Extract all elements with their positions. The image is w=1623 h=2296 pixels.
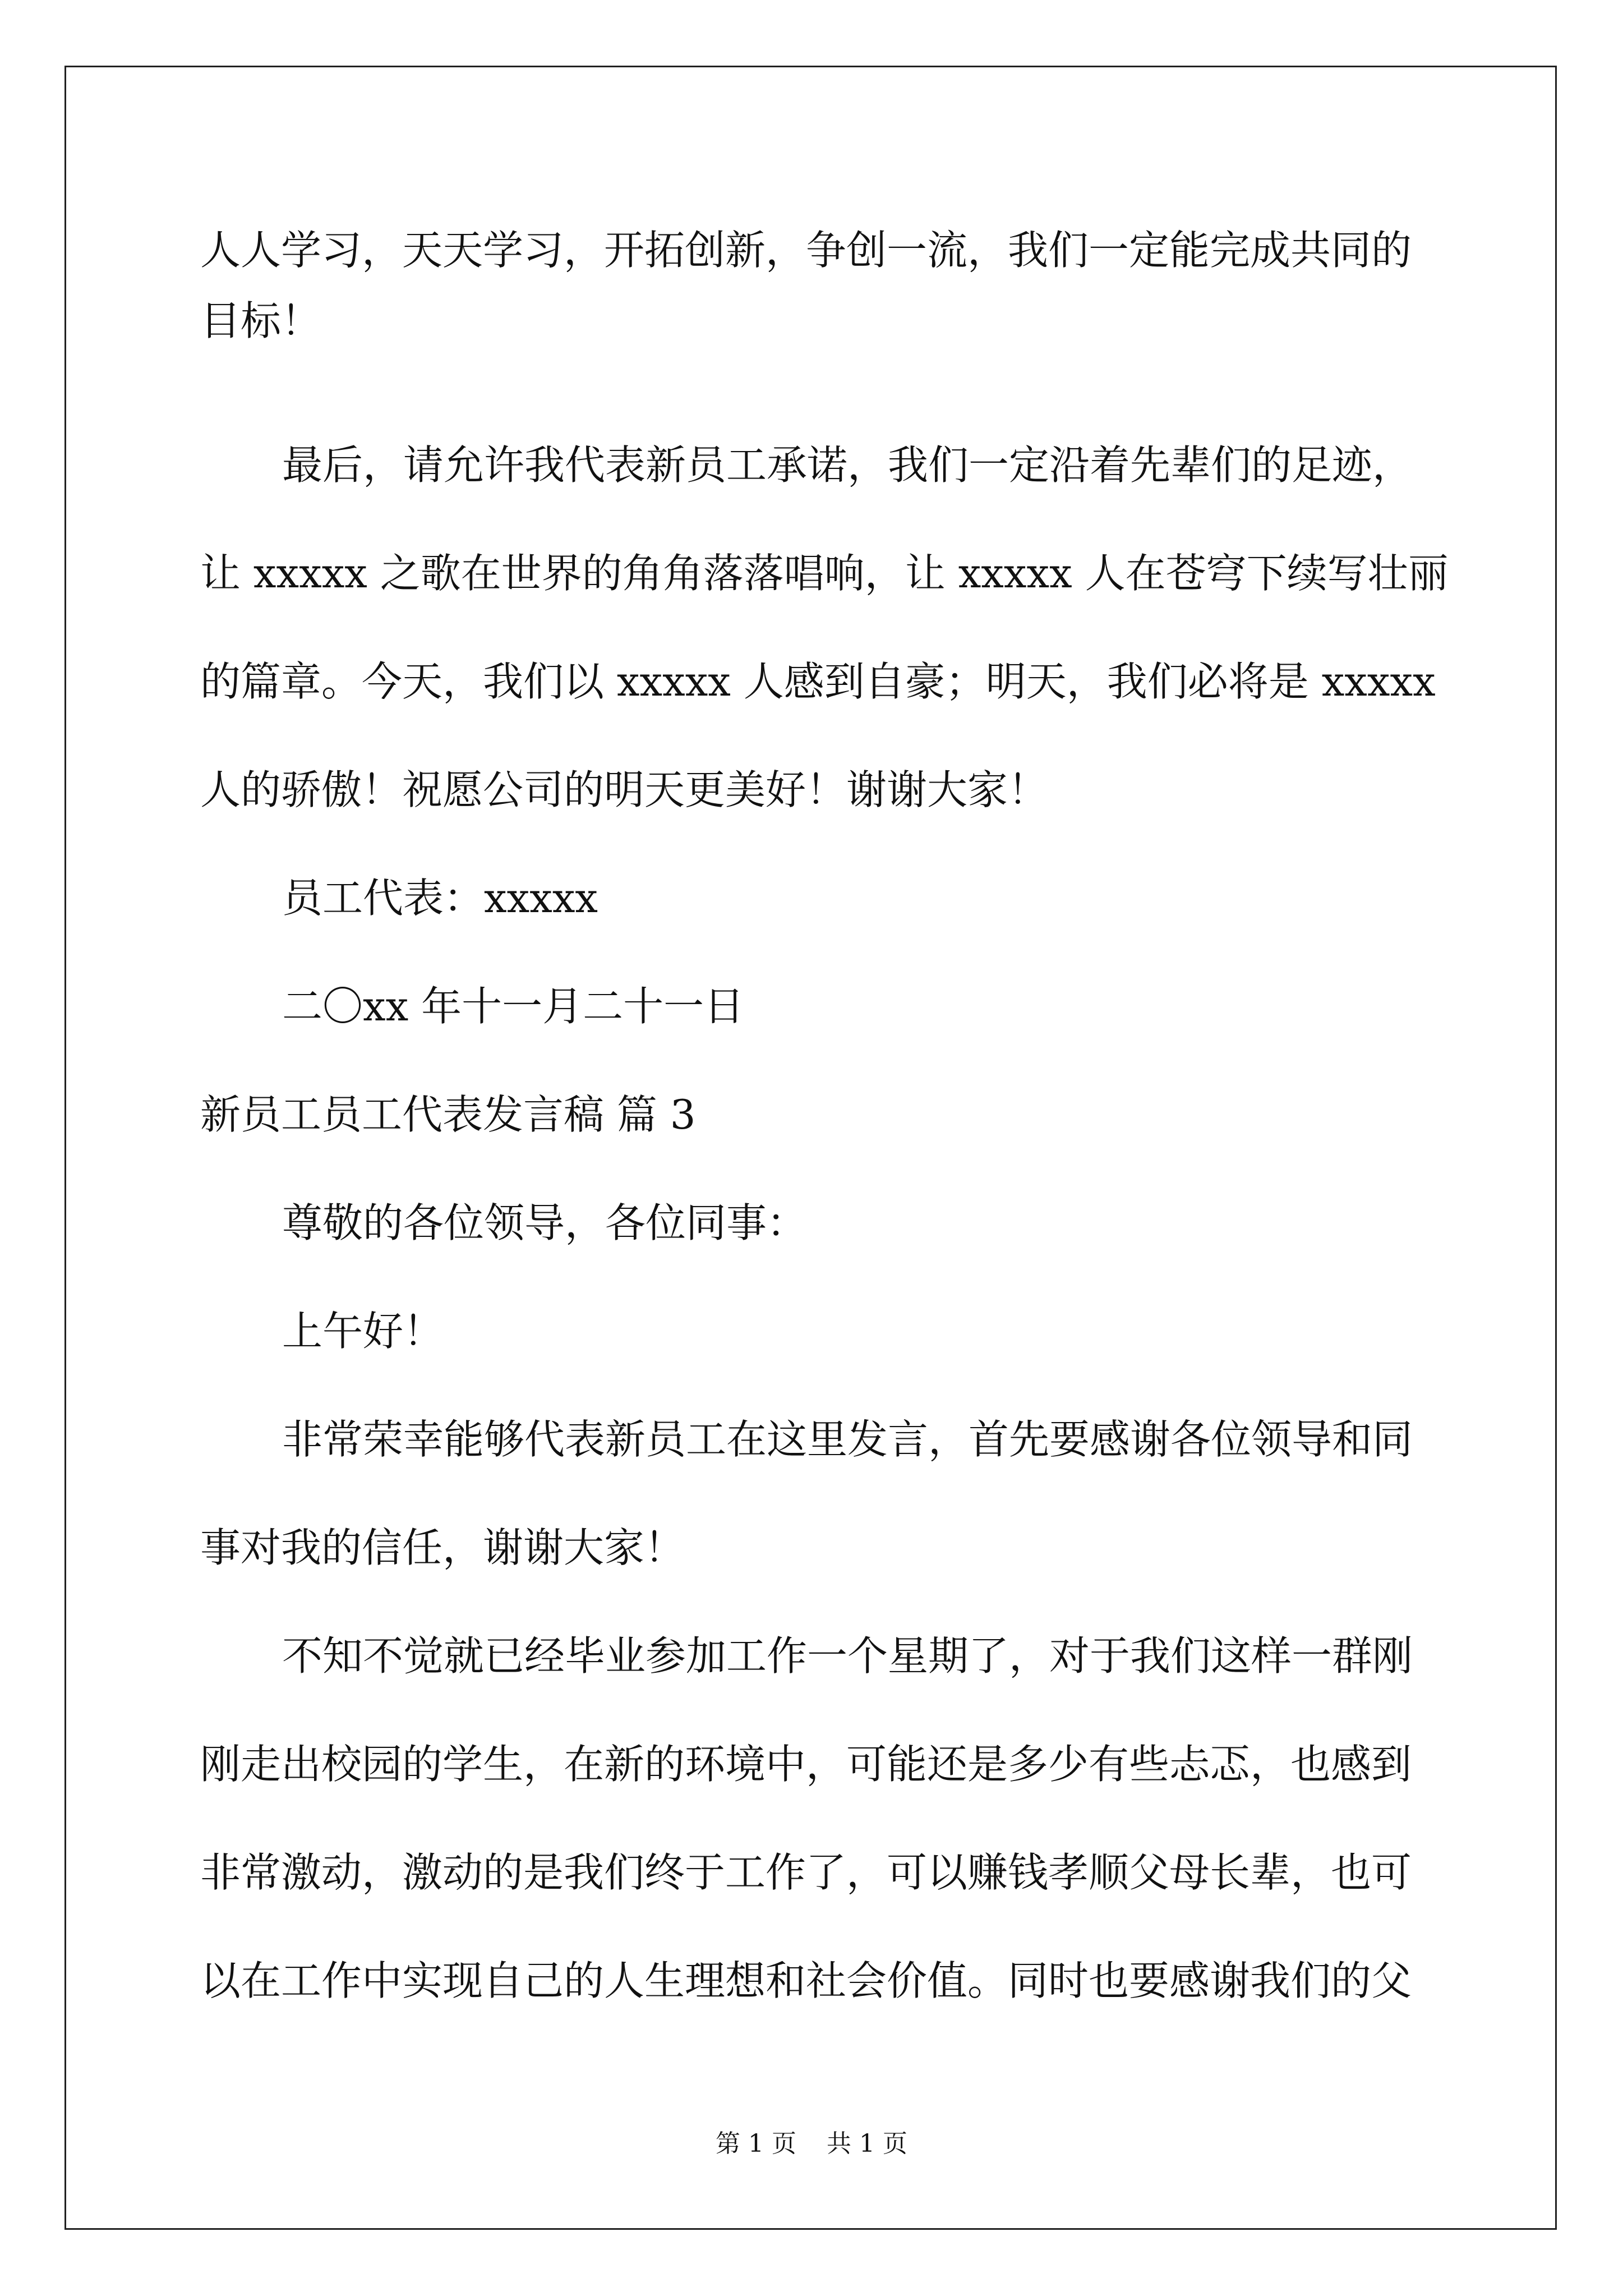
page-number: 第 1 页 bbox=[716, 2129, 796, 2158]
greeting-line: 上午好！ bbox=[282, 1308, 444, 1355]
body-line-9: 不知不觉就已经毕业参加工作一个星期了，对于我们这样一群刚 bbox=[282, 1632, 1413, 1680]
body-line-2: 目标！ bbox=[200, 297, 322, 344]
body-line-11: 非常激动，激动的是我们终于工作了，可以赚钱孝顺父母长辈，也可 bbox=[200, 1849, 1412, 1896]
body-line-5: 的篇章。今天，我们以 xxxxx 人感到自豪；明天，我们必将是 xxxxx bbox=[200, 658, 1436, 705]
body-line-8: 事对我的信任，谢谢大家！ bbox=[200, 1524, 685, 1571]
body-line-10: 刚走出校园的学生，在新的环境中，可能还是多少有些忐忑，也感到 bbox=[200, 1741, 1412, 1788]
body-line-4: 让 xxxxx 之歌在世界的角角落落唱响，让 xxxxx 人在苍穹下续写壮丽 bbox=[200, 550, 1449, 597]
body-line-6: 人的骄傲！祝愿公司的明天更美好！谢谢大家！ bbox=[200, 766, 1049, 813]
body-line-3: 最后，请允许我代表新员工承诺，我们一定沿着先辈们的足迹， bbox=[282, 441, 1413, 489]
body-line-7: 非常荣幸能够代表新员工在这里发言，首先要感谢各位领导和同 bbox=[282, 1416, 1413, 1463]
salutation-line: 尊敬的各位领导，各位同事： bbox=[282, 1199, 808, 1246]
body-line-1: 人人学习，天天学习，开拓创新，争创一流，我们一定能完成共同的 bbox=[200, 227, 1412, 274]
page-footer bbox=[0, 2129, 1623, 2158]
body-line-12: 以在工作中实现自己的人生理想和社会价值。同时也要感谢我们的父 bbox=[200, 1957, 1412, 2004]
signature-line: 员工代表：xxxxx bbox=[282, 875, 598, 922]
date-line: 二〇xx 年十一月二十一日 bbox=[282, 983, 745, 1030]
page-border bbox=[64, 66, 1557, 2230]
section-heading: 新员工员工代表发言稿 篇 3 bbox=[200, 1091, 696, 1138]
page-total: 共 1 页 bbox=[827, 2129, 907, 2158]
